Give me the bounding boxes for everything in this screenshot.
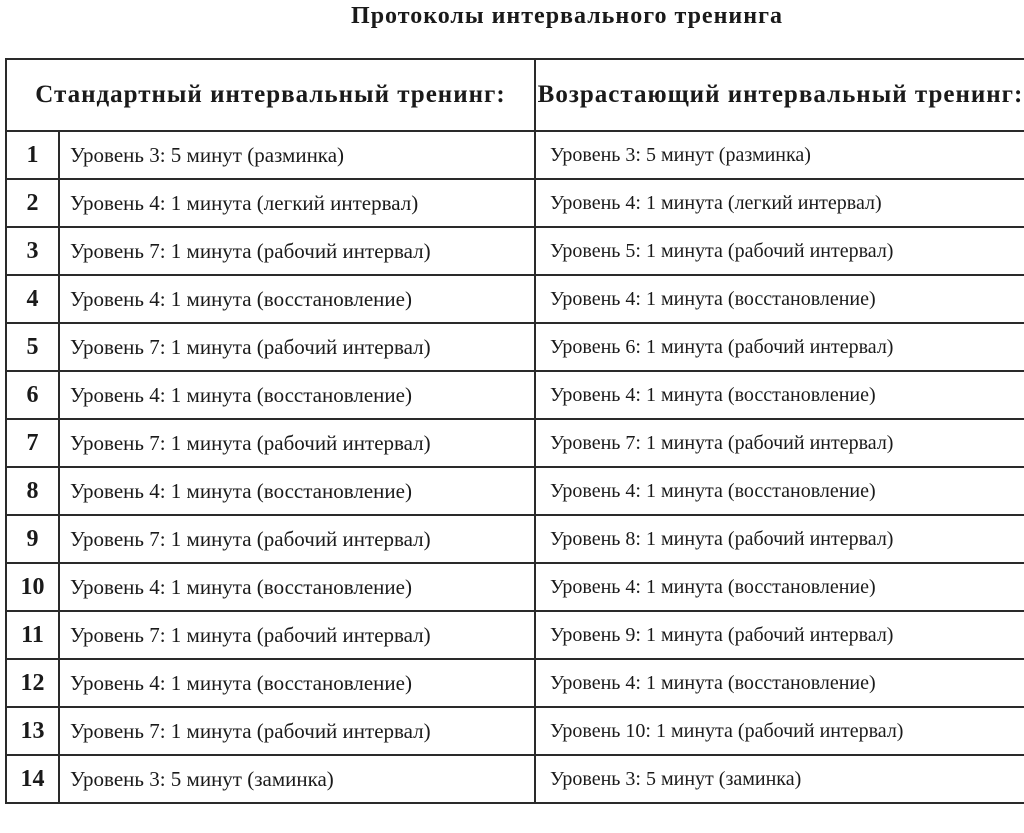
standard-step: Уровень 7: 1 минута (рабочий интервал): [59, 611, 535, 659]
increasing-step: Уровень 5: 1 минута (рабочий интервал): [535, 227, 1024, 275]
protocols-table: [5, 58, 1024, 804]
row-number: 13: [6, 707, 59, 755]
table-row: [6, 467, 1024, 515]
standard-step: Уровень 4: 1 минута (восстановление): [59, 563, 535, 611]
table-row: [6, 179, 1024, 227]
standard-step: Уровень 3: 5 минут (заминка): [59, 755, 535, 803]
increasing-step: Уровень 4: 1 минута (восстановление): [535, 563, 1024, 611]
row-number: 5: [6, 323, 59, 371]
standard-step: Уровень 4: 1 минута (восстановление): [59, 467, 535, 515]
page-title: Протоколы интервального тренинга: [351, 3, 783, 29]
increasing-step: Уровень 4: 1 минута (восстановление): [535, 371, 1024, 419]
table-row: [6, 419, 1024, 467]
increasing-step: Уровень 9: 1 минута (рабочий интервал): [535, 611, 1024, 659]
header-standard: Стандартный интервальный тренинг:: [6, 59, 535, 131]
table-row: [6, 611, 1024, 659]
standard-step: Уровень 7: 1 минута (рабочий интервал): [59, 419, 535, 467]
increasing-step: Уровень 4: 1 минута (восстановление): [535, 275, 1024, 323]
standard-step: Уровень 7: 1 минута (рабочий интервал): [59, 707, 535, 755]
increasing-step: Уровень 4: 1 минута (легкий интервал): [535, 179, 1024, 227]
row-number: 6: [6, 371, 59, 419]
table-row: [6, 515, 1024, 563]
table-row: [6, 275, 1024, 323]
row-number: 9: [6, 515, 59, 563]
increasing-step: Уровень 10: 1 минута (рабочий интервал): [535, 707, 1024, 755]
standard-step: Уровень 4: 1 минута (восстановление): [59, 659, 535, 707]
increasing-step: Уровень 3: 5 минут (заминка): [535, 755, 1024, 803]
header-increasing: Возрастающий интервальный тренинг:: [535, 59, 1024, 131]
table-row: [6, 227, 1024, 275]
row-number: 11: [6, 611, 59, 659]
row-number: 4: [6, 275, 59, 323]
increasing-step: Уровень 4: 1 минута (восстановление): [535, 467, 1024, 515]
table-row: [6, 707, 1024, 755]
row-number: 3: [6, 227, 59, 275]
increasing-step: Уровень 8: 1 минута (рабочий интервал): [535, 515, 1024, 563]
table-row: [6, 659, 1024, 707]
standard-step: Уровень 7: 1 минута (рабочий интервал): [59, 515, 535, 563]
row-number: 7: [6, 419, 59, 467]
row-number: 8: [6, 467, 59, 515]
standard-step: Уровень 7: 1 минута (рабочий интервал): [59, 227, 535, 275]
row-number: 1: [6, 131, 59, 179]
row-number: 10: [6, 563, 59, 611]
increasing-step: Уровень 3: 5 минут (разминка): [535, 131, 1024, 179]
standard-step: Уровень 4: 1 минута (восстановление): [59, 275, 535, 323]
increasing-step: Уровень 6: 1 минута (рабочий интервал): [535, 323, 1024, 371]
table-row: [6, 755, 1024, 803]
table-header-row: [6, 59, 1024, 131]
increasing-step: Уровень 4: 1 минута (восстановление): [535, 659, 1024, 707]
standard-step: Уровень 3: 5 минут (разминка): [59, 131, 535, 179]
table-row: [6, 131, 1024, 179]
table-row: [6, 323, 1024, 371]
increasing-step: Уровень 7: 1 минута (рабочий интервал): [535, 419, 1024, 467]
row-number: 12: [6, 659, 59, 707]
table-row: [6, 563, 1024, 611]
standard-step: Уровень 7: 1 минута (рабочий интервал): [59, 323, 535, 371]
standard-step: Уровень 4: 1 минута (легкий интервал): [59, 179, 535, 227]
row-number: 14: [6, 755, 59, 803]
standard-step: Уровень 4: 1 минута (восстановление): [59, 371, 535, 419]
row-number: 2: [6, 179, 59, 227]
table-row: [6, 371, 1024, 419]
